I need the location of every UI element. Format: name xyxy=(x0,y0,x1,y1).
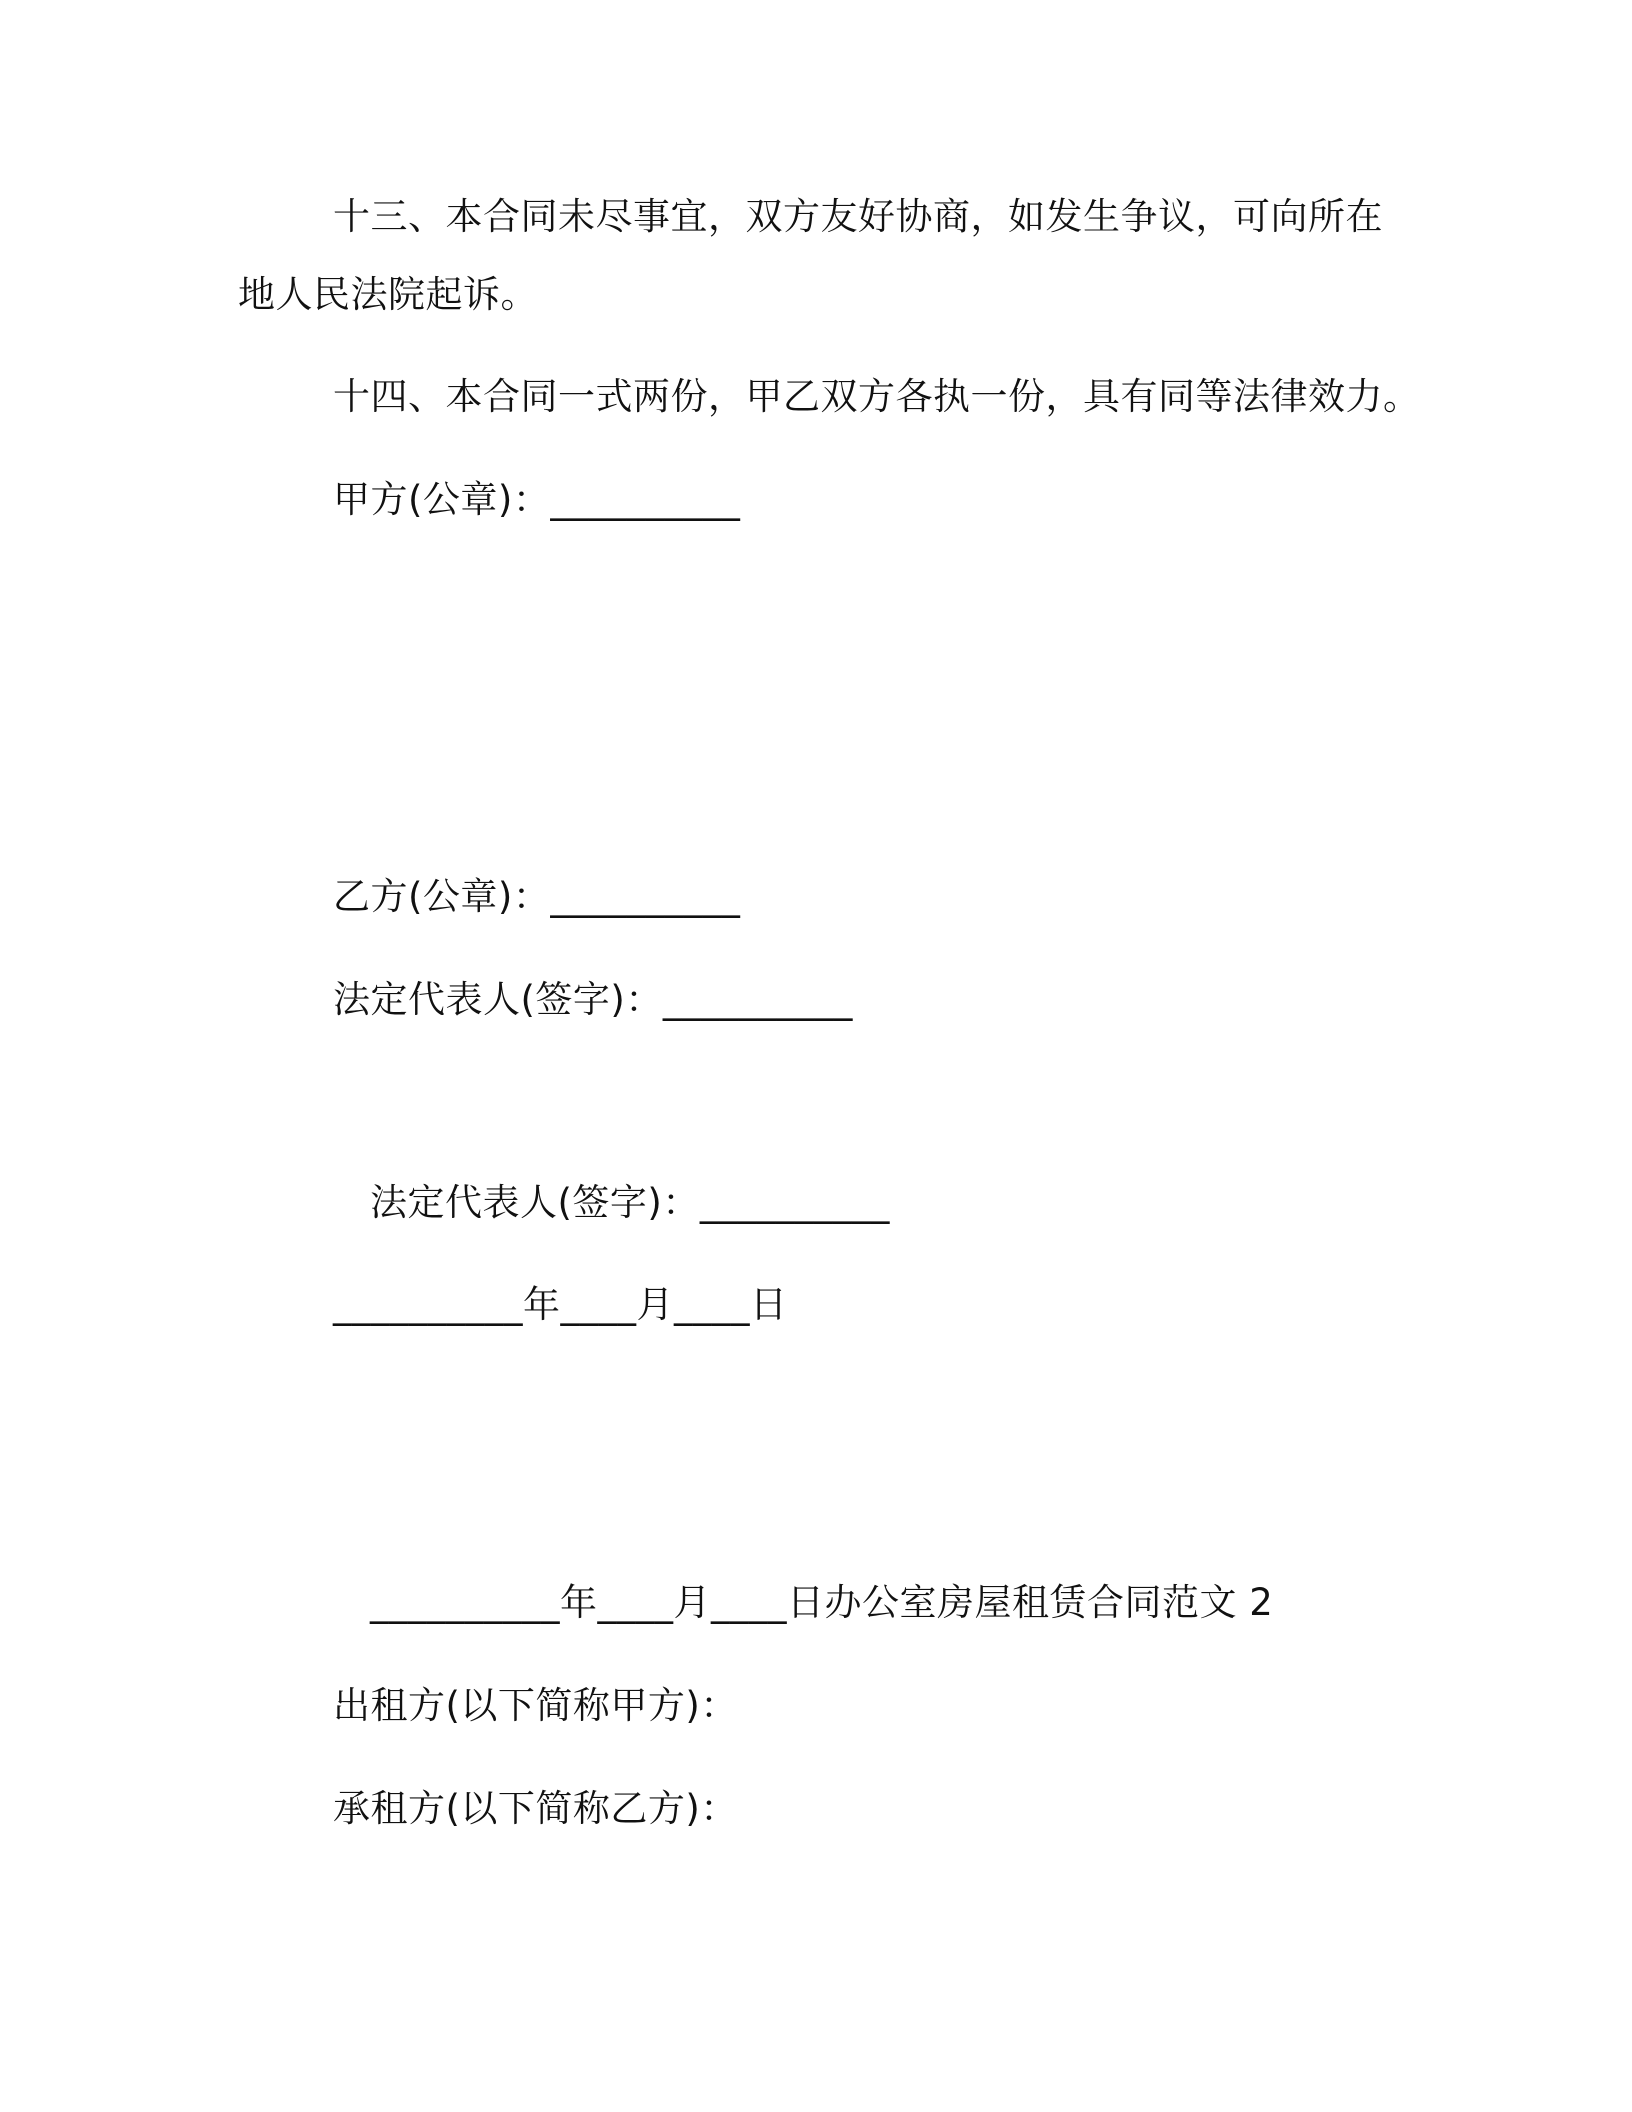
clause-14: 十四、本合同一式两份，甲乙双方各执一份，具有同等法律效力。 xyxy=(333,375,1421,418)
party-b-seal-line: 乙方(公章)：__________ xyxy=(333,875,741,918)
lessor-line: 出租方(以下简称甲方)： xyxy=(333,1684,738,1727)
date-line: __________年____月____日 xyxy=(333,1283,788,1326)
party-a-seal-line: 甲方(公章)：__________ xyxy=(333,478,741,521)
legal-representative-line-1: 法定代表人(签字)：__________ xyxy=(333,978,853,1021)
legal-representative-line-2: 法定代表人(签字)：__________ xyxy=(370,1181,890,1224)
next-contract-title: __________年____月____日办公室房屋租赁合同范文 2 xyxy=(370,1581,1274,1624)
clause-13-line-1: 十三、本合同未尽事宜，双方友好协商，如发生争议，可向所在 xyxy=(333,195,1383,238)
clause-13-line-2: 地人民法院起诉。 xyxy=(238,273,538,316)
lessee-line: 承租方(以下简称乙方)： xyxy=(333,1787,738,1830)
